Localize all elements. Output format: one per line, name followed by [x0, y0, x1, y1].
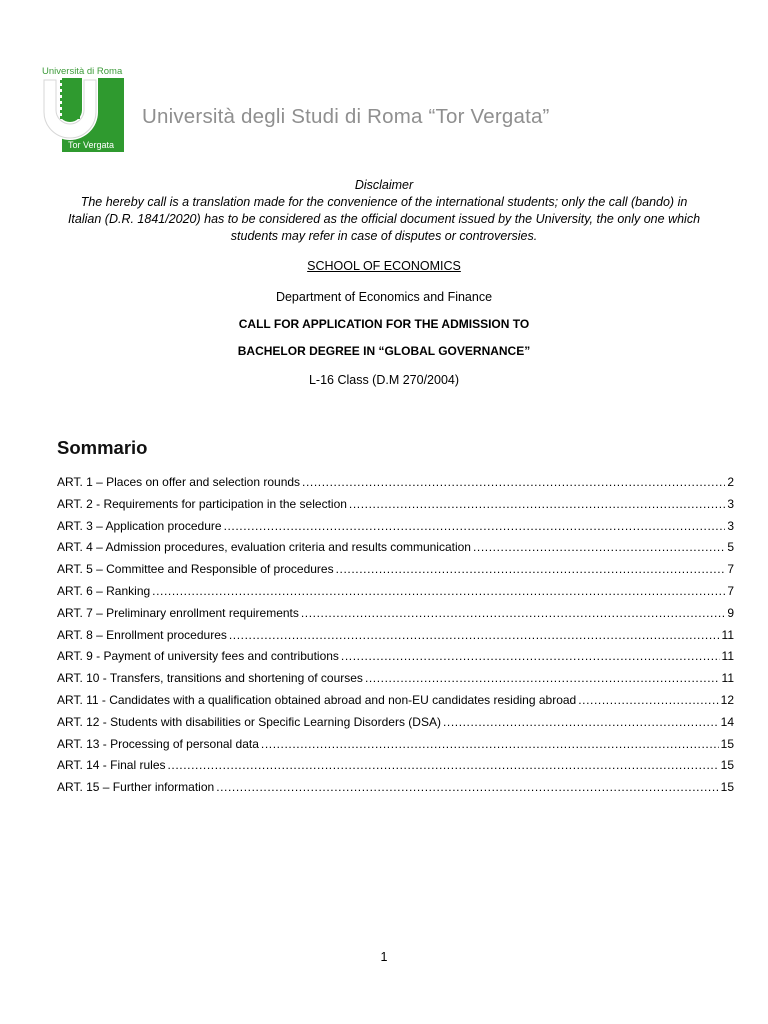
- toc-dot-leader: [224, 519, 726, 533]
- toc-entry[interactable]: [57, 737, 734, 759]
- toc-entry-label: ART. 6 – Ranking: [57, 583, 151, 598]
- toc-entry-page: 15: [720, 736, 734, 751]
- toc-entry-label: ART. 2 - Requirements for participation in the selection: [57, 496, 347, 511]
- toc-entry-page: 7: [727, 583, 734, 598]
- toc-entry-page: 11: [721, 649, 734, 664]
- table-of-contents: [57, 475, 734, 802]
- toc-dot-leader: [365, 671, 720, 685]
- toc-entry[interactable]: [57, 475, 734, 497]
- toc-entry[interactable]: [57, 715, 734, 737]
- toc-entry-label: ART. 8 – Enrollment procedures: [57, 627, 227, 642]
- toc-entry-page: 9: [727, 605, 734, 620]
- toc-entry[interactable]: [57, 628, 734, 650]
- page-number: 1: [380, 950, 388, 964]
- call-title-line-2: BACHELOR DEGREE IN “GLOBAL GOVERNANCE”: [237, 344, 531, 358]
- toc-entry-page: 11: [721, 627, 734, 642]
- sommario-heading: Sommario: [57, 437, 148, 458]
- toc-entry-page: 15: [720, 780, 734, 795]
- university-logo: [40, 66, 124, 152]
- toc-dot-leader: [349, 497, 725, 511]
- toc-entry-label: ART. 12 - Students with disabilities or Specific Learning Disorders (DSA): [57, 714, 441, 729]
- toc-entry-page: 3: [727, 518, 734, 533]
- toc-entry-label: ART. 9 - Payment of university fees and contributions: [57, 649, 339, 664]
- toc-entry-label: ART. 14 - Final rules: [57, 758, 166, 773]
- toc-dot-leader: [168, 758, 719, 772]
- toc-entry[interactable]: [57, 540, 734, 562]
- toc-dot-leader: [473, 540, 725, 554]
- toc-dot-leader: [336, 562, 726, 576]
- toc-entry-page: 3: [727, 496, 734, 511]
- toc-entry-label: ART. 4 – Admission procedures, evaluation criteria and results communication: [57, 540, 471, 555]
- toc-entry-label: ART. 11 - Candidates with a qualification obtained abroad and non-EU candidates residing abroad: [57, 692, 577, 707]
- toc-entry-label: ART. 1 – Places on offer and selection rounds: [57, 475, 301, 489]
- university-name: Università degli Studi di Roma “Tor Vergata”: [142, 105, 550, 128]
- logo-top-text: Università di Roma: [42, 66, 123, 77]
- toc-entry-label: ART. 15 – Further information: [57, 780, 215, 795]
- disclaimer-title: Disclaimer: [354, 178, 414, 192]
- toc-entry-page: 5: [727, 540, 734, 555]
- department-line: Department of Economics and Finance: [275, 290, 493, 304]
- disclaimer-body: The hereby call is a translation made for the convenience of the international students; only the call (bando) in Italian (D.R. 1841/2020) has to be considered as the official document issued by the University, the only one which students may refer in case of disputes or controversies.: [67, 195, 701, 243]
- toc-entry-label: ART. 7 – Preliminary enrollment requirements: [57, 605, 299, 620]
- toc-entry[interactable]: [57, 671, 734, 693]
- toc-entry-page: 15: [720, 758, 734, 773]
- toc-dot-leader: [216, 780, 718, 794]
- toc-entry[interactable]: [57, 584, 734, 606]
- toc-entry[interactable]: [57, 606, 734, 628]
- toc-entry-label: ART. 5 – Committee and Responsible of procedures: [57, 562, 334, 577]
- toc-entry[interactable]: [57, 649, 734, 671]
- call-title-line-1: CALL FOR APPLICATION FOR THE ADMISSION TO: [238, 317, 530, 331]
- toc-entry[interactable]: [57, 693, 734, 715]
- toc-dot-leader: [261, 737, 719, 751]
- toc-entry-page: 2: [727, 475, 734, 489]
- toc-dot-leader: [302, 475, 725, 489]
- toc-entry[interactable]: [57, 780, 734, 802]
- toc-entry-label: ART. 13 - Processing of personal data: [57, 736, 259, 751]
- toc-entry[interactable]: [57, 562, 734, 584]
- toc-dot-leader: [443, 715, 719, 729]
- logo-bottom-text: Tor Vergata: [68, 140, 115, 150]
- toc-entry-page: 12: [720, 692, 734, 707]
- toc-dot-leader: [341, 649, 720, 663]
- toc-entry-page: 7: [727, 562, 734, 577]
- toc-entry[interactable]: [57, 519, 734, 541]
- toc-entry-page: 14: [720, 714, 734, 729]
- toc-dot-leader: [229, 628, 720, 642]
- toc-dot-leader: [578, 693, 718, 707]
- toc-entry[interactable]: [57, 497, 734, 519]
- toc-entry[interactable]: [57, 758, 734, 780]
- toc-entry-page: 11: [721, 671, 734, 686]
- toc-entry-label: ART. 10 - Transfers, transitions and shortening of courses: [57, 671, 363, 686]
- school-heading: SCHOOL OF ECONOMICS: [307, 259, 461, 273]
- toc-dot-leader: [301, 606, 725, 620]
- class-line: L-16 Class (D.M 270/2004): [308, 373, 460, 387]
- toc-dot-leader: [152, 584, 725, 598]
- toc-entry-label: ART. 3 – Application procedure: [57, 518, 222, 533]
